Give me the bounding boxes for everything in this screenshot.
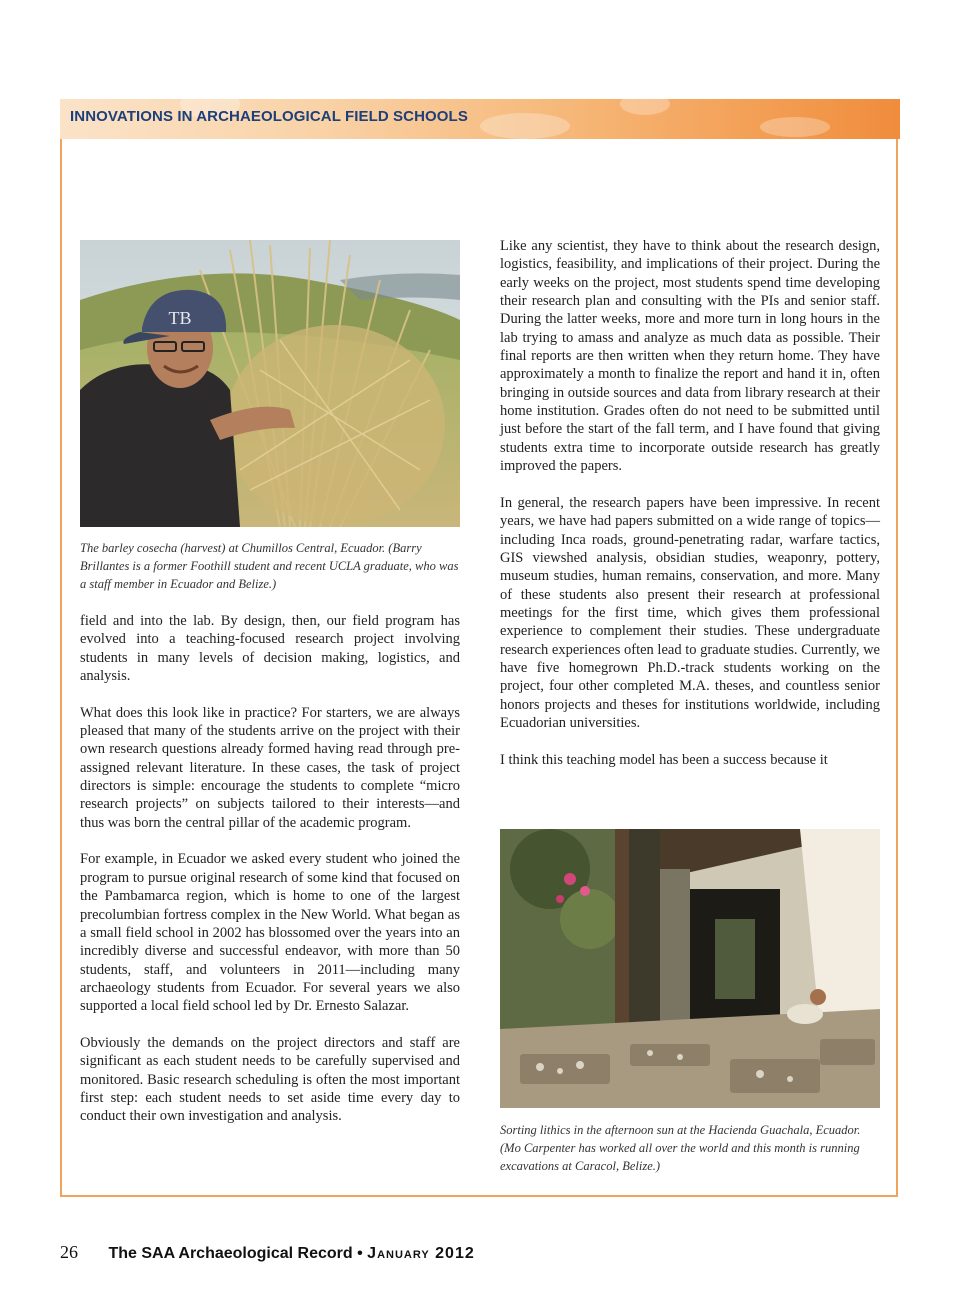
paragraph: In general, the research papers have been impressive. In recent years, we have had papers submitted on a wide range of topics—including Inca roads, ground-penetrating radar, warfare tactics, GIS viewshed analysis, obsidian studies, weaponry, pottery, museum studies, human remains, conservation, and more. Many of these students also present their research at professional meetings for the first time, which gives them professional experience to complement their studies. These undergraduate research experiences often lead to graduate studies. Currently, we have five homegrown Ph.D.-track students working on the project, four other completed M.A. theses, and countless senior honors projects and theses for institutions worldwide, including Ecuadorian universities. [500,494,880,731]
hacienda-lithics-photo [500,829,880,1108]
figure2-caption: Sorting lithics in the afternoon sun at the Hacienda Guachala, Ecuador. (Mo Carpenter has worked all over the world and this month is running excavations at Caracol, Belize.) [500,1123,861,1173]
paragraph: I think this teaching model has been a success because it [500,751,828,768]
page-footer [60,1242,475,1268]
footer-separator: • [357,1245,363,1262]
issue-date: January 2012 [367,1245,475,1262]
paragraph: Like any scientist, they have to think about the research design, logistics, feasibility, and implications of their project. During the early weeks on the project, most students spend time developing their research plan and consulting with the PIs and senior staff. During the latter weeks, more and more turn in long hours in the lab trying to amass and analyze as much data as possible. Their final reports are then written when they return home. They have approximately a month to finalize the report and hand it in, often bringing in outside sources and data from library research at their home institution. Grades often do not need to be submitted until just before the start of the fall term, and I have found that giving students extra time to incorporate outside research has greatly improved the papers. [500,238,880,475]
header-banner [60,99,900,139]
publication-name: The SAA Archaeological Record [108,1245,353,1262]
barley-harvest-photo [80,240,460,527]
paragraph: For example, in Ecuador we asked every student who joined the program to pursue original research of some kind that focused on the Pambamarca region, which is home to one of the largest precolumbian fortress complex in the New World. What began as a small field school in 2002 has blossomed over the years into an incredibly diverse and successful endeavor, with more than 50 students, staff, and volunteers in 2011—including many archaeology students from Ecuador. For several years we also supported a local field school led by Dr. Ernesto Salazar. [80,851,460,1015]
paragraph: What does this look like in practice? For starters, we are always pleased that many of the students arrive on the project with their own research questions already formed having read through pre-assigned relevant literature. In these cases, the task of project directors is simple: encourage the students to complete “micro research projects” on subjects tailored to their interests—and thus was born the central pillar of the academic program. [80,704,460,831]
cap-logo: TB [168,308,192,328]
page-number: 26 [60,1242,78,1262]
paragraph: field and into the lab. By design, then, our field program has evolved into a teaching-focused research project involving students in many levels of decision making, logistics, and analysis. [80,613,460,685]
paragraph: Obviously the demands on the project directors and staff are significant as each student needs to be carefully supervised and monitored. Basic research scheduling is often the most important first step: each student needs to set aside time every day to conduct their own investigation and analysis. [80,1034,460,1125]
figure1-caption: The barley cosecha (harvest) at Chumillos Central, Ecuador. (Barry Brillantes is a former Foothill student and recent UCLA graduate, who was a staff member in Ecuador and Belize.) [80,541,459,591]
right-column-text [500,237,880,769]
section-title: INNOVATIONS IN ARCHAEOLOGICAL FIELD SCHOOLS [70,108,468,125]
left-column-text [80,612,460,1126]
